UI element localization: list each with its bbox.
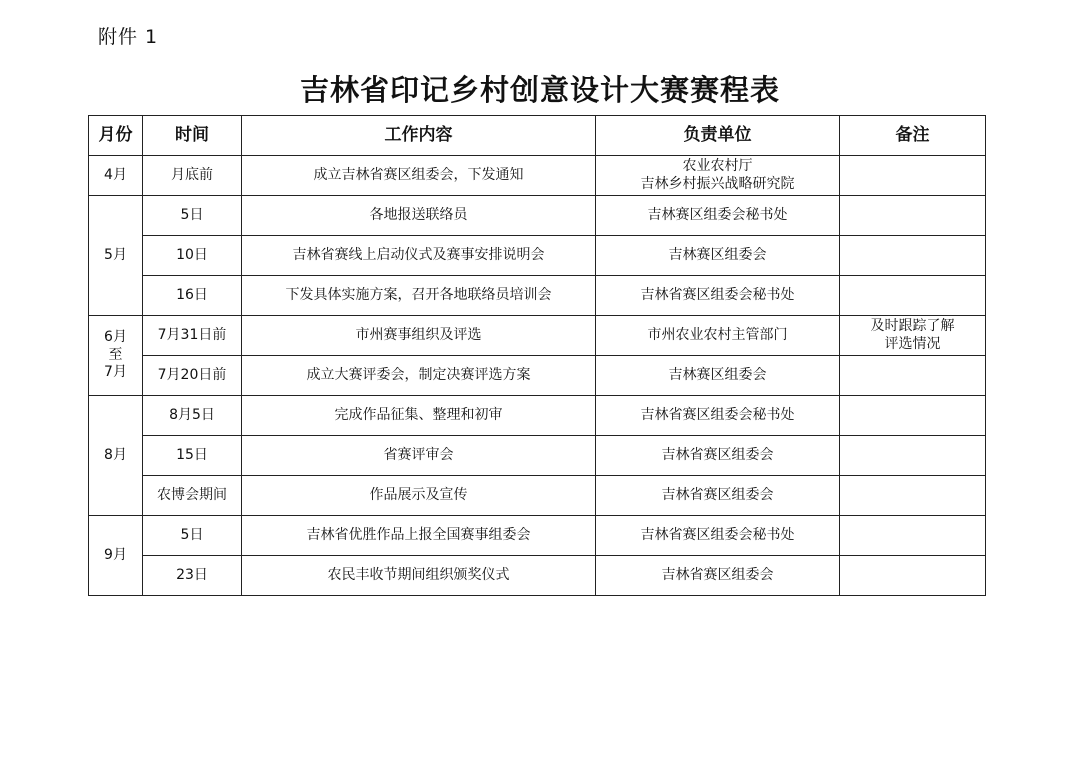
table-row: [89, 556, 986, 596]
table-row: [89, 516, 986, 556]
time-cell: 农博会期间: [143, 476, 242, 516]
remark-cell: [840, 396, 986, 436]
time-cell: 7月20日前: [143, 356, 242, 396]
remark-cell: [840, 436, 986, 476]
remark-cell: 及时跟踪了解 评选情况: [840, 316, 986, 356]
unit-cell: 吉林省赛区组委会秘书处: [596, 516, 840, 556]
table-row: [89, 156, 986, 196]
time-cell: 8月5日: [143, 396, 242, 436]
month-cell: 5月: [89, 196, 143, 316]
remark-cell: [840, 356, 986, 396]
unit-cell: 吉林省赛区组委会: [596, 476, 840, 516]
header-month: 月份: [89, 116, 143, 156]
header-time: 时间: [143, 116, 242, 156]
table-row: [89, 396, 986, 436]
header-work: 工作内容: [242, 116, 596, 156]
remark-cell: [840, 156, 986, 196]
unit-cell: 吉林赛区组委会秘书处: [596, 196, 840, 236]
work-cell: 成立大赛评委会，制定决赛评选方案: [242, 356, 596, 396]
time-cell: 7月31日前: [143, 316, 242, 356]
unit-cell: 市州农业农村主管部门: [596, 316, 840, 356]
work-cell: 下发具体实施方案，召开各地联络员培训会: [242, 276, 596, 316]
table-row: [89, 436, 986, 476]
unit-cell: 吉林省赛区组委会秘书处: [596, 396, 840, 436]
month-cell: 9月: [89, 516, 143, 596]
header-unit: 负责单位: [596, 116, 840, 156]
work-cell: 省赛评审会: [242, 436, 596, 476]
remark-cell: [840, 236, 986, 276]
work-cell: 农民丰收节期间组织颁奖仪式: [242, 556, 596, 596]
remark-cell: [840, 196, 986, 236]
time-cell: 月底前: [143, 156, 242, 196]
work-cell: 成立吉林省赛区组委会，下发通知: [242, 156, 596, 196]
work-cell: 完成作品征集、整理和初审: [242, 396, 596, 436]
table-row: [89, 316, 986, 356]
work-cell: 作品展示及宣传: [242, 476, 596, 516]
remark-cell: [840, 476, 986, 516]
work-cell: 吉林省赛线上启动仪式及赛事安排说明会: [242, 236, 596, 276]
table-row: [89, 276, 986, 316]
time-cell: 23日: [143, 556, 242, 596]
unit-cell: 吉林赛区组委会: [596, 236, 840, 276]
attachment-label: 附件 1: [98, 26, 159, 48]
work-cell: 市州赛事组织及评选: [242, 316, 596, 356]
unit-cell: 农业农村厅 吉林乡村振兴战略研究院: [596, 156, 840, 196]
work-cell: 各地报送联络员: [242, 196, 596, 236]
schedule-table: [88, 115, 986, 596]
header-remark: 备注: [840, 116, 986, 156]
month-cell: 4月: [89, 156, 143, 196]
unit-cell: 吉林省赛区组委会: [596, 556, 840, 596]
remark-cell: [840, 276, 986, 316]
remark-cell: [840, 516, 986, 556]
unit-cell: 吉林省赛区组委会秘书处: [596, 276, 840, 316]
unit-cell: 吉林省赛区组委会: [596, 436, 840, 476]
remark-cell: [840, 556, 986, 596]
header-row: [89, 116, 986, 156]
table-row: [89, 196, 986, 236]
time-cell: 5日: [143, 196, 242, 236]
month-cell: 6月 至 7月: [89, 316, 143, 396]
month-cell: 8月: [89, 396, 143, 516]
table-row: [89, 236, 986, 276]
time-cell: 5日: [143, 516, 242, 556]
time-cell: 10日: [143, 236, 242, 276]
document-title: 吉林省印记乡村创意设计大赛赛程表: [299, 73, 780, 107]
time-cell: 15日: [143, 436, 242, 476]
table-row: [89, 476, 986, 516]
work-cell: 吉林省优胜作品上报全国赛事组委会: [242, 516, 596, 556]
table-row: [89, 356, 986, 396]
unit-cell: 吉林赛区组委会: [596, 356, 840, 396]
time-cell: 16日: [143, 276, 242, 316]
